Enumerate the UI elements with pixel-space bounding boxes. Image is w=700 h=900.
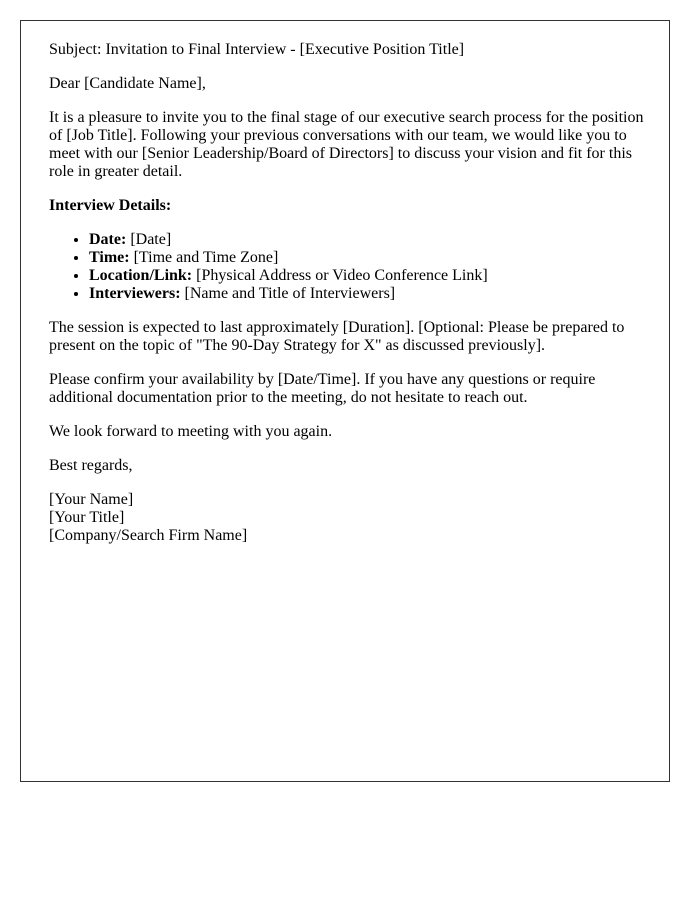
detail-date <box>89 231 649 249</box>
signature-company: [Company/Search Firm Name] <box>49 527 248 544</box>
signature-name: [Your Name] <box>49 491 134 508</box>
salutation: Dear [Candidate Name], <box>49 75 206 92</box>
interview-details-list <box>49 231 649 303</box>
detail-label: Date: <box>89 231 127 248</box>
duration-paragraph: The session is expected to last approximately [Duration]. [Optional: Please be prepared to present on the topic of "The 90-Day Strategy for X" as discussed previously]. <box>49 319 625 354</box>
detail-value: [Date] <box>126 231 172 248</box>
detail-label: Location/Link: <box>89 267 193 284</box>
letter-document <box>20 20 670 782</box>
detail-value: [Physical Address or Video Conference Link] <box>192 267 488 284</box>
intro-paragraph: It is a pleasure to invite you to the final stage of our executive search process for the position of [Job Title]. Following your previous conversations with our team, we would like you to meet with our [Senior Leadership/Board of Directors] to discuss your vision and fit for this role in greater detail. <box>49 109 644 180</box>
confirm-paragraph: Please confirm your availability by [Date/Time]. If you have any questions or require additional documentation prior to the meeting, do not hesitate to reach out. <box>49 371 596 406</box>
detail-value: [Time and Time Zone] <box>129 249 279 266</box>
detail-location <box>89 267 649 285</box>
detail-time <box>89 249 649 267</box>
signature-block <box>49 491 649 545</box>
interview-details-heading: Interview Details: <box>49 197 172 214</box>
signature-title: [Your Title] <box>49 509 125 526</box>
email-subject: Subject: Invitation to Final Interview - [Executive Position Title] <box>49 41 465 58</box>
detail-value: [Name and Title of Interviewers] <box>180 285 396 302</box>
detail-label: Interviewers: <box>89 285 181 302</box>
signoff: Best regards, <box>49 457 133 474</box>
detail-interviewers <box>89 285 649 303</box>
detail-label: Time: <box>89 249 130 266</box>
closing-paragraph: We look forward to meeting with you again. <box>49 423 333 440</box>
